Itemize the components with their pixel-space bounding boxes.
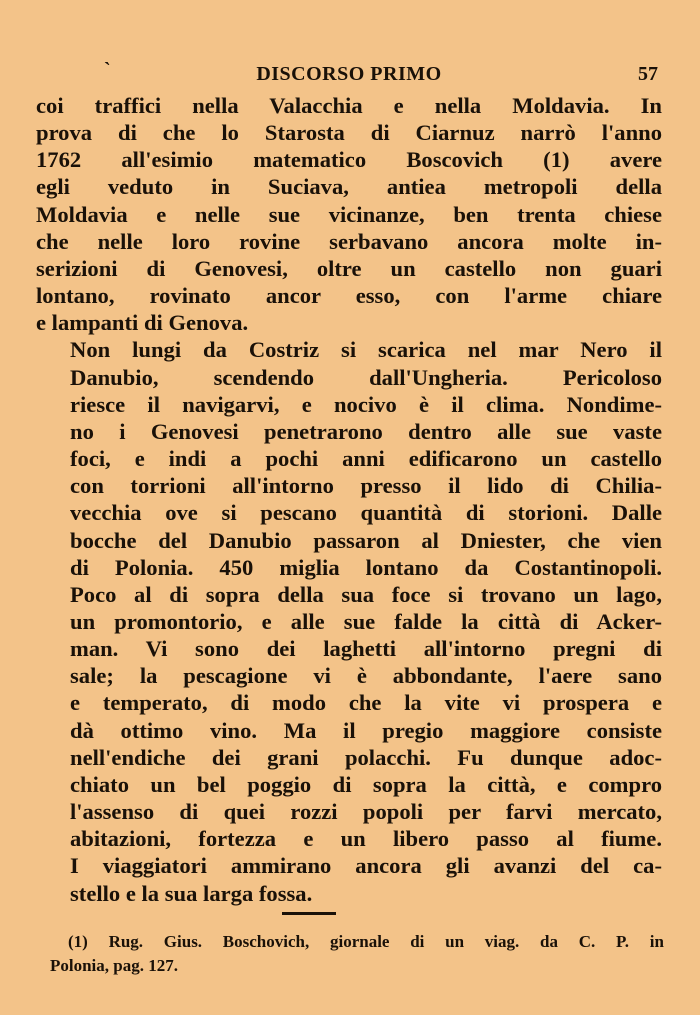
paragraph [36,92,662,336]
text-line: coi traffici nella Valacchia e nella Moldavia. In [36,93,662,118]
footnote-line: Polonia, pag. 127. [50,956,178,975]
text-line: e temperato, di modo che la vite vi prospera e [70,690,662,716]
text-line: man. Vi sono dei laghetti all'intorno pregni di [70,636,662,662]
footnote-line: (1) Rug. Gius. Boschovich, giornale di un viag. da C. P. in [68,932,664,951]
text-line: chiato un bel poggio di sopra la città, e compro [70,771,662,797]
text-line: riesce il navigarvi, e nocivo è il clima. Nondime- [70,391,662,417]
text-line: bocche del Danubio passaron al Dniester, che vien [70,527,662,553]
text-line: abitazioni, fortezza e un libero passo al fiume. [70,826,662,852]
text-line: Moldavia e nelle sue vicinanze, ben trenta chiese [36,201,662,227]
text-line: prova di che lo Starosta di Ciarnuz narrò l'anno [36,120,662,146]
text-line: con torrioni all'intorno presso il lido di Chilia- [70,473,662,499]
text-line: di Polonia. 450 miglia lontano da Costantinopoli. [70,554,662,580]
text-line: no i Genovesi penetrarono dentro alle sue vaste [70,418,662,444]
text-line: sale; la pescagione vi è abbondante, l'aere sano [70,663,662,689]
text-line: dà ottimo vino. Ma il pregio maggiore consiste [70,717,662,743]
running-head: DISCORSO PRIMO [256,63,442,85]
text-line: Non lungi da Costriz si scarica nel mar Nero il [70,337,662,363]
text-line: stello e la sua larga fossa. [70,880,313,906]
text-line: foci, e indi a pochi anni edificarono un castello [70,446,662,472]
text-line: un promontorio, e alle sue falde la città di Acker- [70,608,662,634]
text-line: Danubio, scendendo dall'Ungheria. Pericoloso [70,364,662,390]
text-line: 1762 all'esimio matematico Boscovich (1) avere [36,147,662,173]
text-line: lontano, rovinato ancor esso, con l'arme chiare [36,283,662,309]
page-header [36,59,662,89]
text-line: serizioni di Genovesi, oltre un castello non guari [36,255,662,281]
text-line: nell'endiche dei grani polacchi. Fu dunque adoc- [70,744,662,770]
text-line: Poco al di sopra della sua foce si trovano un lago, [70,581,662,607]
body-text [36,92,662,907]
text-line: vecchia ove si pescano quantità di storioni. Dalle [70,500,662,526]
text-line: e lampanti di Genova. [36,310,249,336]
page-number: 57 [638,63,658,85]
header-mark: ` [104,59,111,81]
text-line: I viaggiatori ammirano ancora gli avanzi del ca- [70,853,662,879]
paragraph [36,336,662,906]
text-line: l'assenso di quei rozzi popoli per farvi mercato, [70,799,662,825]
text-line: che nelle loro rovine serbavano ancora molte in- [36,228,662,254]
text-line: egli veduto in Suciava, antiea metropoli della [36,174,662,200]
footnote [50,930,664,978]
footnote-separator [282,912,336,915]
